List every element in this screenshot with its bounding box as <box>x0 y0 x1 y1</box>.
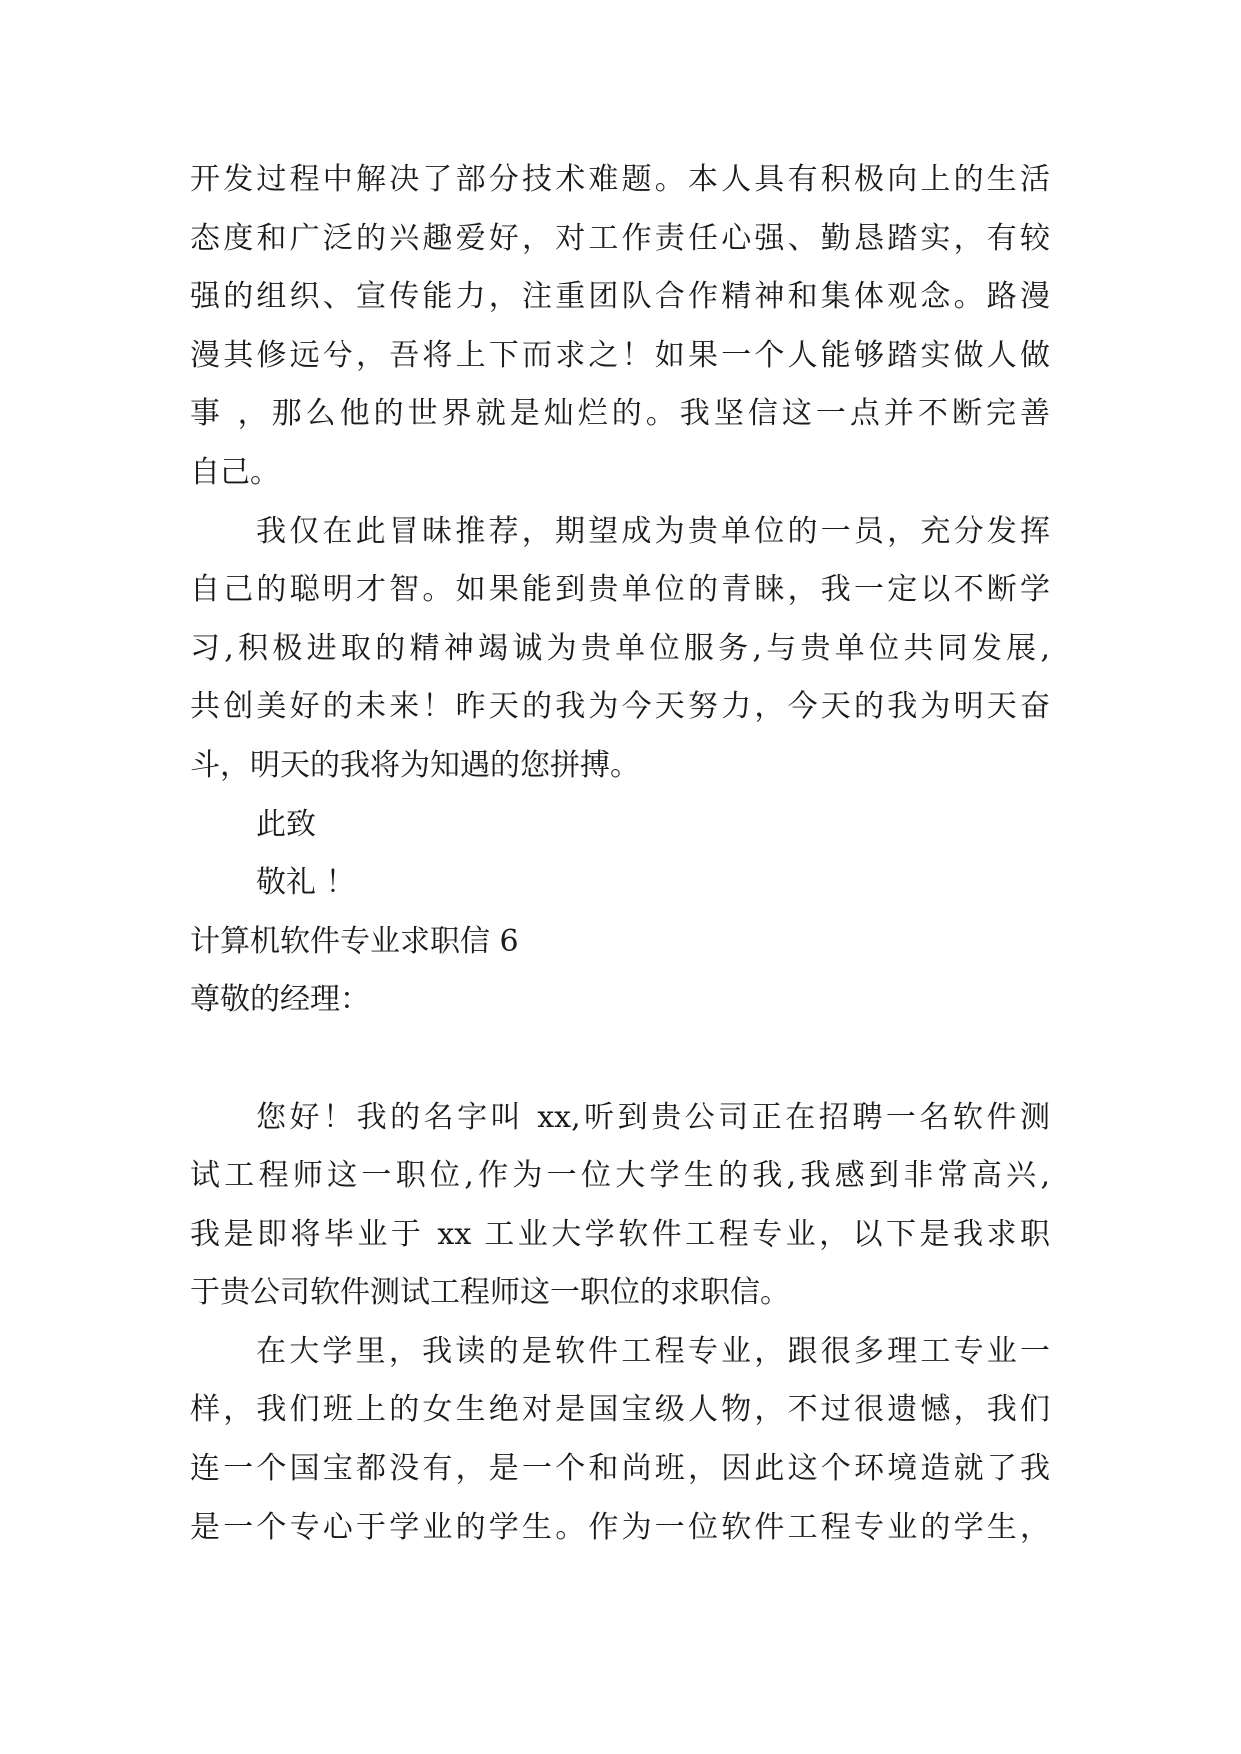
body-line: 连一个国宝都没有，是一个和尚班，因此这个环境造就了我 <box>190 1451 1050 1487</box>
body-line: 态度和广泛的兴趣爱好，对工作责任心强、勤恳踏实，有较 <box>190 220 1050 256</box>
body-line: 开发过程中解决了部分技术难题。本人具有积极向上的生活 <box>190 162 1050 197</box>
body-line: 我是即将毕业于 xx 工业大学软件工程专业，以下是我求职 <box>190 1216 1050 1252</box>
paragraph-university <box>190 1323 1050 1557</box>
body-line: 漫其修远兮，吾将上下而求之！如果一个人能够踏实做人做 <box>190 337 1050 373</box>
body-line: 试工程师这一职位,作为一位大学生的我,我感到非常高兴, <box>190 1158 1050 1194</box>
body-line: 强的组织、宣传能力，注重团队合作精神和集体观念。路漫 <box>190 279 1050 315</box>
body-line: 您好！我的名字叫 xx,听到贵公司正在招聘一名软件测 <box>256 1099 1050 1135</box>
body-line: 于贵公司软件测试工程师这一职位的求职信。 <box>190 1275 790 1311</box>
paragraph-self-assessment <box>190 151 1050 503</box>
paragraph-introduction <box>190 1089 1050 1323</box>
document-page <box>190 151 1050 1557</box>
body-line: 是一个专心于学业的学生。作为一位软件工程专业的学生， <box>190 1509 1050 1545</box>
body-line: 自己。 <box>190 454 280 490</box>
body-line: 习,积极进取的精神竭诚为贵单位服务,与贵单位共同发展, <box>190 630 1050 666</box>
letter-title: 计算机软件专业求职信 6 <box>190 923 519 959</box>
closing-salutation: 此致 <box>256 806 316 842</box>
body-line: 样，我们班上的女生绝对是国宝级人物，不过很遗憾，我们 <box>190 1392 1050 1428</box>
body-line: 我仅在此冒昧推荐，期望成为贵单位的一员，充分发挥 <box>256 513 1050 549</box>
blank-line <box>190 1030 1050 1089</box>
body-line: 在大学里，我读的是软件工程专业，跟很多理工专业一 <box>256 1333 1050 1369</box>
body-line: 共创美好的未来！昨天的我为今天努力，今天的我为明天奋 <box>190 689 1050 725</box>
letter-greeting: 尊敬的经理： <box>190 982 370 1018</box>
closing-regards: 敬礼 ！ <box>256 865 356 901</box>
body-line: 自己的聪明才智。如果能到贵单位的青睐，我一定以不断学 <box>190 572 1050 608</box>
body-line: 事 ，那么他的世界就是灿烂的。我坚信这一点并不断完善 <box>190 396 1050 432</box>
body-line: 斗，明天的我将为知遇的您拼搏。 <box>190 747 640 783</box>
paragraph-recommendation <box>190 503 1050 796</box>
